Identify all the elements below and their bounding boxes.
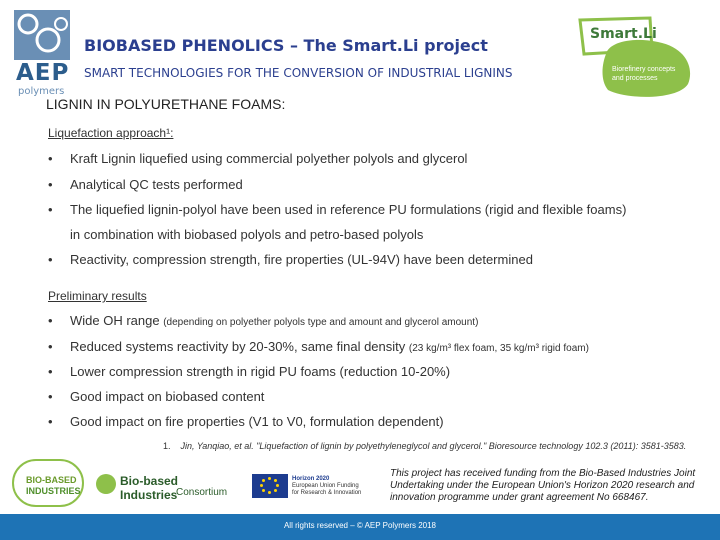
leaf-icon [96,474,116,494]
slide-subtitle: SMART TECHNOLOGIES FOR THE CONVERSION OF INDUSTRIAL LIGNINS [84,66,513,80]
slide-title: BIOBASED PHENOLICS – The Smart.Li project [84,36,488,55]
list-item-text: Lower compression strength in rigid PU foams (reduction 10-20%) [70,364,451,379]
bullet-icon: • [48,202,53,217]
result-detail-text: (depending on polyether polyols type and amount and glycerol amount) [163,317,479,328]
bullet-icon: • [48,389,53,404]
bullet-icon: • [48,364,53,379]
bullet-icon: • [48,339,53,354]
bullet-icon: • [48,177,53,192]
result-main-text: Wide OH range [70,313,164,328]
hexagon-icon [14,10,70,60]
list-item-text: Reactivity, compression strength, fire properties (UL-94V) have been determined [70,252,533,267]
smartli-tagline-1: Biorefinery concepts [612,66,676,73]
reference-text: Jin, Yanqiao, et al. "Liquefaction of lignin by polyethyleneglycol and glycerol." Bioresource technology 102.3 (2011): 3581-3583. [180,441,687,451]
bullet-icon: • [48,313,53,328]
bbi-logo-line2: INDUSTRIES [26,486,81,496]
preliminary-heading: Preliminary results [48,289,147,303]
copyright-text: All rights reserved – © AEP Polymers 2018 [283,521,437,530]
list-item-text: Kraft Lignin liquefied using commercial polyether polyols and glycerol [70,151,468,166]
bullet-icon: • [48,414,53,429]
liquefaction-heading: Liquefaction approach¹: [48,126,174,140]
aep-logo-sub: polymers [18,86,65,97]
list-item-text [70,313,710,331]
list-item-continuation: in combination with biobased polyols and petro-based polyols [70,227,424,242]
eu-logo-line2: European Union Funding [292,483,359,489]
bic-logo [96,470,238,502]
list-item-text: Good impact on fire properties (V1 to V0, formulation dependent) [70,414,444,429]
smartli-tagline-2: and processes [612,75,658,82]
bullet-icon: • [48,151,53,166]
aep-logo-word: AEP [16,60,70,86]
horizon2020-logo [252,470,382,502]
eu-logo-line1: Horizon 2020 [292,476,330,482]
bic-logo-line1: Bio-based Industries [120,474,179,502]
section-title: LIGNIN IN POLYURETHANE FOAMS: [46,96,286,112]
smartli-brand: Smart.Li [590,26,657,42]
bbi-logo-line1: BIO-BASED [26,475,77,485]
result-main-text: Reduced systems reactivity by 20-30%, same final density [70,339,409,354]
list-item-text: The liquefied lignin-polyol have been used in reference PU formulations (rigid and flexible foams) [70,202,627,217]
footer-bar [0,514,720,540]
bullet-icon: • [48,252,53,267]
reference-number: 1. [163,441,171,451]
reference-footnote [163,441,686,451]
list-item-text: Analytical QC tests performed [70,177,243,192]
bbi-logo [12,459,84,507]
list-item-text [70,339,710,357]
eu-logo-line3: for Research & Innovation [292,490,362,496]
bic-logo-line2: Consortium [176,487,228,498]
eu-flag-icon [252,474,288,498]
result-detail-text: (23 kg/m³ flex foam, 35 kg/m³ rigid foam) [408,343,589,354]
funding-statement: This project has received funding from the Bio-Based Industries Joint Undertaking under the European Union's Horizon 2020 research and innovation programme under grant agreement No 668467. [390,468,696,503]
smartli-logo [578,14,696,100]
aep-polymers-logo [14,10,72,97]
list-item-text: Good impact on biobased content [70,389,265,404]
